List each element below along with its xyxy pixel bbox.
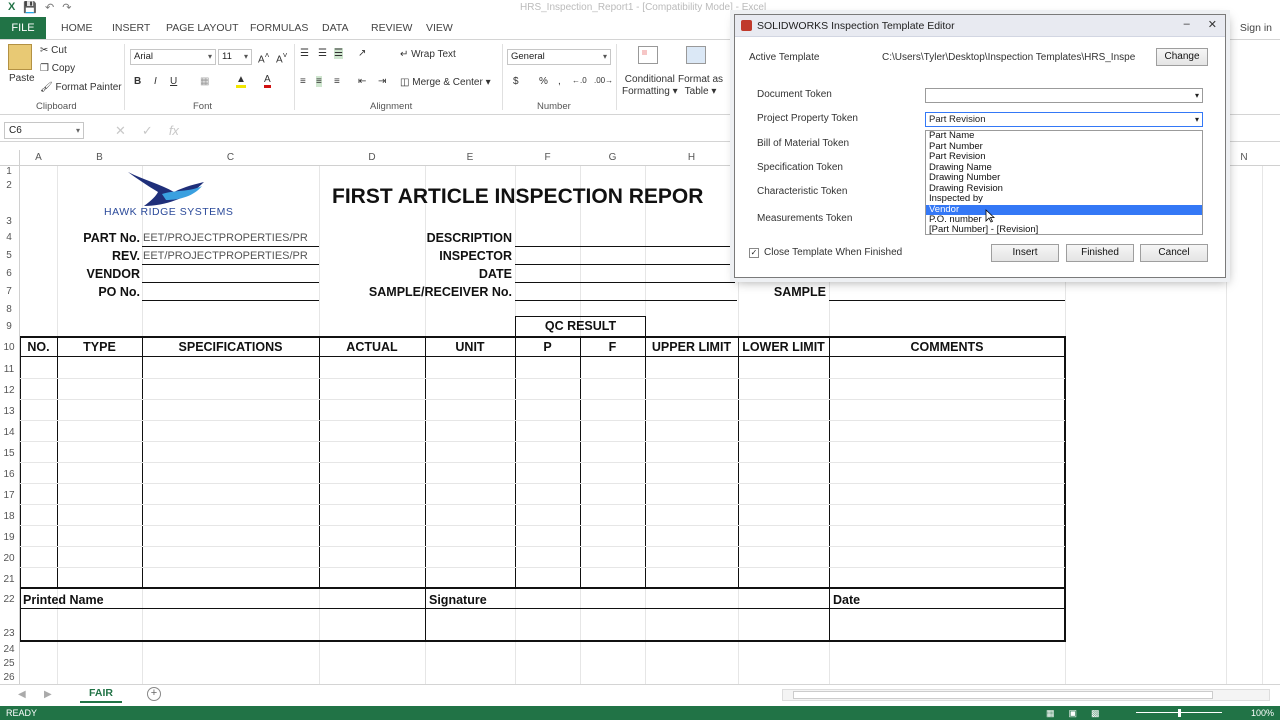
dialog-title-bar	[735, 15, 1225, 37]
horizontal-scrollbar[interactable]	[782, 689, 1270, 701]
group-divider	[502, 44, 503, 110]
decrease-decimal-icon[interactable]: .00→	[594, 76, 614, 85]
gridline	[1226, 166, 1227, 684]
document-title: HRS_Inspection_Report1 - [Compatibility Mode] - Excel	[520, 2, 767, 13]
dropdown-option[interactable]: Drawing Number	[929, 172, 1001, 183]
dropdown-option[interactable]: [Part Number] - [Revision]	[929, 224, 1039, 235]
window-buttons	[1184, 18, 1217, 31]
tab-view[interactable]: VIEW	[426, 22, 453, 34]
active-template-label: Active Template	[749, 52, 820, 63]
align-top-icon[interactable]: ☰	[300, 48, 309, 59]
dropdown-option[interactable]: Inspected by	[929, 193, 983, 204]
header-comments: COMMENTS	[910, 340, 984, 354]
document-token-select[interactable]	[925, 88, 1203, 103]
page-break-icon[interactable]: ▩	[1091, 708, 1100, 718]
column-header[interactable]: N	[1240, 152, 1248, 163]
header-type: TYPE	[83, 340, 116, 354]
row-header[interactable]: 21	[3, 574, 15, 585]
gridline	[20, 462, 1065, 463]
table-border	[20, 608, 1065, 609]
logo-text: HAWK RIDGE SYSTEMS	[104, 206, 234, 218]
scissors-icon: ✂	[40, 45, 49, 56]
row-header[interactable]: 26	[3, 672, 15, 683]
cancel-button[interactable]: Cancel	[1140, 244, 1208, 262]
format-as-table-label-1: Format as	[678, 74, 724, 85]
finished-button[interactable]: Finished	[1066, 244, 1134, 262]
status-bar	[0, 706, 1280, 720]
align-right-icon[interactable]: ≡	[334, 76, 340, 87]
percent-button[interactable]: %	[539, 76, 548, 87]
currency-button[interactable]: $	[513, 76, 519, 87]
insert-button[interactable]: Insert	[991, 244, 1059, 262]
underline-rule	[515, 264, 735, 265]
cut-label: Cut	[51, 45, 67, 56]
tab-home[interactable]: HOME	[61, 22, 93, 34]
header-lower-limit: LOWER LIMIT	[742, 340, 825, 354]
row-header[interactable]: 16	[3, 469, 15, 480]
conditional-formatting-icon[interactable]	[638, 46, 658, 64]
project-property-dropdown-list[interactable]	[925, 130, 1203, 235]
gridline	[20, 399, 1065, 400]
cut-button[interactable]	[40, 45, 67, 56]
group-divider	[124, 44, 125, 110]
wrap-text-icon: ↵	[400, 49, 409, 60]
dropdown-option[interactable]: Drawing Revision	[929, 182, 1003, 194]
row-header[interactable]: 10	[3, 342, 15, 353]
specification-token-label: Specification Token	[757, 162, 843, 173]
brush-icon: 🖌	[40, 82, 53, 93]
orientation-icon[interactable]: ↗	[358, 48, 367, 59]
row-header[interactable]: 5	[6, 250, 12, 261]
rev-label: REV.	[111, 249, 140, 263]
gridline	[20, 567, 1065, 568]
redo-icon[interactable]: ↷	[62, 2, 72, 14]
increase-indent-icon[interactable]: ⇥	[378, 76, 387, 87]
change-button[interactable]: Change	[1156, 48, 1208, 66]
copy-icon: ❐	[40, 63, 49, 74]
undo-icon[interactable]: ↶	[45, 2, 55, 14]
sign-in-link[interactable]: Sign in	[1239, 22, 1272, 34]
excel-icon[interactable]: X	[8, 1, 16, 13]
normal-view-icon[interactable]: ▦	[1046, 708, 1055, 718]
tab-file[interactable]: FILE	[0, 17, 46, 39]
increase-font-icon[interactable]: A˄	[258, 50, 270, 66]
align-left-icon[interactable]: ≡	[300, 76, 306, 87]
tab-formulas[interactable]: FORMULAS	[250, 22, 309, 34]
comma-button[interactable]: ,	[558, 76, 561, 87]
table-border	[20, 336, 21, 642]
row-header[interactable]: 13	[3, 406, 15, 417]
row-header[interactable]: 20	[3, 553, 15, 564]
header-no: NO.	[27, 340, 50, 354]
underline-rule	[515, 300, 737, 301]
project-property-token-select[interactable]: Part Revision ▾	[925, 112, 1203, 127]
dropdown-option[interactable]: P.O. number	[929, 214, 982, 225]
gridline	[20, 378, 1065, 379]
underline-rule	[142, 300, 319, 301]
sheet-tab-fair[interactable]: FAIR	[80, 685, 122, 703]
copy-button[interactable]	[40, 63, 75, 74]
part-no-label: PART No.	[83, 231, 140, 245]
row-header[interactable]: 9	[6, 321, 12, 332]
underline-rule	[515, 246, 735, 247]
sheet-prev-icon[interactable]: ◀	[18, 689, 26, 700]
column-header[interactable]: A	[35, 152, 42, 163]
row-header[interactable]: 24	[3, 644, 15, 655]
qc-border	[515, 316, 646, 317]
font-size-select[interactable]: 11 ▾	[218, 49, 252, 65]
save-icon[interactable]: 💾	[23, 2, 38, 14]
table-border	[20, 587, 1065, 589]
sheet-next-icon[interactable]: ▶	[44, 689, 52, 700]
gridline	[20, 420, 1065, 421]
date-sign-label: Date	[833, 593, 861, 607]
paste-button[interactable]: Paste	[9, 73, 35, 84]
header-fail: F	[608, 340, 617, 354]
row-header[interactable]: 11	[3, 364, 15, 375]
row-header[interactable]: 8	[6, 304, 12, 315]
align-center-icon[interactable]: ≡	[316, 76, 322, 87]
table-border	[20, 356, 1065, 357]
quick-access-toolbar	[8, 1, 71, 14]
characteristic-token-label: Characteristic Token	[757, 186, 848, 197]
row-header[interactable]: 7	[6, 286, 12, 297]
row-header[interactable]: 6	[6, 268, 12, 279]
gridline	[20, 504, 1065, 505]
underline-rule	[142, 246, 319, 247]
column-header[interactable]: D	[368, 152, 376, 163]
zoom-level[interactable]: 100%	[1250, 708, 1274, 718]
gridline	[20, 525, 1065, 526]
table-border	[425, 336, 426, 642]
printed-name-label: Printed Name	[23, 593, 104, 607]
close-icon[interactable]: ✕	[1207, 19, 1217, 31]
underline-button[interactable]: U	[170, 76, 178, 87]
signature-label: Signature	[429, 593, 487, 607]
group-divider	[294, 44, 295, 110]
dropdown-option[interactable]: Part Name	[929, 130, 975, 141]
format-painter-label: Format Painter	[55, 82, 122, 93]
decrease-font-icon[interactable]: A˅	[276, 50, 288, 66]
number-format-select[interactable]: General ▾	[507, 49, 611, 65]
description-label: DESCRIPTION	[426, 231, 512, 245]
table-border	[1064, 336, 1066, 642]
format-painter-button[interactable]	[40, 82, 122, 93]
clipboard-group-label: Clipboard	[36, 101, 77, 112]
row-header[interactable]: 4	[6, 232, 12, 243]
active-template-path: C:\Users\Tyler\Desktop\Inspection Templates\HRS_Inspe	[882, 52, 1136, 63]
formula-buttons	[115, 123, 179, 139]
paste-icon[interactable]	[8, 44, 32, 70]
status-ready: READY	[6, 708, 38, 718]
solidworks-icon	[741, 20, 752, 31]
merge-center-button[interactable]: ◫ Merge & Center ▾	[400, 77, 491, 88]
align-bottom-icon[interactable]: ☰	[334, 48, 343, 59]
enter-icon[interactable]: ✓	[141, 123, 153, 138]
tab-page-layout[interactable]: PAGE LAYOUT	[166, 22, 239, 34]
format-as-table-button[interactable]	[678, 74, 723, 98]
font-color-icon[interactable]: A	[264, 74, 271, 85]
conditional-formatting-label-2: Formatting ▾	[622, 86, 678, 97]
gridline	[1262, 166, 1263, 684]
dropdown-option[interactable]: Drawing Name	[929, 161, 992, 173]
fill-color-icon[interactable]: ▲	[236, 74, 246, 85]
column-header[interactable]: H	[687, 152, 696, 163]
page-layout-icon[interactable]: ▣	[1068, 708, 1078, 718]
dialog-title: SOLIDWORKS Inspection Template Editor	[757, 20, 955, 32]
row-header[interactable]: 3	[6, 216, 12, 227]
dropdown-option[interactable]: Part Revision	[929, 151, 986, 162]
table-border	[20, 640, 1065, 642]
copy-label: Copy	[51, 63, 76, 74]
vendor-label: VENDOR	[86, 267, 140, 281]
tab-data[interactable]: DATA	[322, 22, 349, 34]
row-header[interactable]: 19	[3, 532, 15, 543]
zoom-slider-thumb[interactable]	[1178, 709, 1181, 717]
tab-insert[interactable]: INSERT	[112, 22, 151, 34]
document-token-label: Document Token	[757, 89, 832, 100]
part-no-value[interactable]: EET/PROJECTPROPERTIES/PR	[143, 232, 308, 244]
merge-icon: ◫	[400, 77, 410, 88]
minimize-icon[interactable]: –	[1183, 18, 1190, 30]
measurements-token-label: Measurements Token	[757, 213, 853, 224]
row-header[interactable]: 22	[3, 594, 15, 605]
gridline	[20, 483, 1065, 484]
rev-value[interactable]: EET/PROJECTPROPERTIES/PR	[143, 250, 308, 262]
gridline	[20, 441, 1065, 442]
row-header[interactable]: 2	[6, 180, 12, 191]
row-header[interactable]: 18	[3, 511, 15, 522]
underline-rule	[829, 300, 1065, 301]
sheet-tab-bar	[0, 684, 1280, 706]
row-header[interactable]: 25	[3, 658, 15, 669]
view-buttons	[1046, 708, 1100, 719]
italic-button[interactable]: I	[154, 76, 157, 87]
format-as-table-icon[interactable]	[686, 46, 706, 64]
group-divider	[616, 44, 617, 110]
table-border	[829, 336, 830, 642]
row-header[interactable]: 17	[3, 490, 15, 501]
header-upper-limit: UPPER LIMIT	[651, 340, 732, 354]
qc-result-label: QC RESULT	[544, 319, 617, 333]
merge-center-label: Merge & Center	[412, 77, 483, 88]
row-header[interactable]: 14	[3, 427, 15, 438]
wrap-text-button[interactable]	[400, 49, 456, 60]
cancel-icon[interactable]: ✕	[115, 123, 126, 138]
bold-button[interactable]: B	[134, 76, 142, 87]
underline-rule	[142, 282, 319, 283]
font-group-label: Font	[193, 101, 213, 112]
column-header[interactable]: E	[466, 152, 474, 163]
close-template-label: Close Template When Finished	[764, 247, 903, 258]
row-header[interactable]: 15	[3, 448, 15, 459]
date-label: DATE	[478, 267, 512, 281]
project-property-token-label: Project Property Token	[757, 113, 858, 124]
format-as-table-label-2: Table ▾	[684, 86, 717, 97]
header-specifications: SPECIFICATIONS	[178, 340, 283, 354]
sample-receiver-label: SAMPLE/RECEIVER No.	[368, 285, 512, 299]
tab-review[interactable]: REVIEW	[371, 22, 413, 34]
wrap-text-label: Wrap Text	[411, 49, 456, 60]
row-header[interactable]: 23	[3, 628, 15, 639]
sample-label: SAMPLE	[773, 285, 826, 299]
borders-icon[interactable]: ▦	[200, 76, 210, 87]
font-name-select[interactable]: Arial ▾	[130, 49, 216, 65]
bom-token-label: Bill of Material Token	[757, 138, 850, 149]
table-border	[20, 336, 1065, 338]
alignment-group-label: Alignment	[370, 101, 413, 112]
underline-rule	[142, 264, 319, 265]
add-sheet-button[interactable]: +	[147, 687, 161, 701]
align-middle-icon[interactable]: ☰	[318, 48, 327, 59]
close-template-checkbox[interactable]: ✓	[750, 248, 758, 257]
number-group-label: Number	[537, 101, 571, 112]
mouse-cursor-icon	[985, 209, 995, 223]
conditional-formatting-label-1: Conditional	[624, 74, 675, 85]
underline-rule	[515, 282, 735, 283]
column-header[interactable]: F	[544, 152, 551, 163]
header-pass: P	[543, 340, 552, 354]
header-actual: ACTUAL	[346, 340, 398, 354]
dropdown-option-selected[interactable]: Vendor	[926, 205, 1202, 216]
column-header[interactable]: B	[96, 152, 103, 163]
name-box[interactable]: C6 ▾	[4, 122, 84, 139]
report-title: FIRST ARTICLE INSPECTION REPOR	[332, 185, 704, 208]
fx-icon[interactable]: fx	[168, 123, 179, 138]
dropdown-option[interactable]: Part Number	[929, 140, 983, 152]
inspection-template-editor-dialog	[734, 14, 1226, 278]
row-header[interactable]: 12	[3, 385, 15, 396]
column-header[interactable]: C	[226, 152, 235, 163]
gridline	[20, 546, 1065, 547]
row-header[interactable]: 1	[6, 166, 12, 177]
scroll-thumb[interactable]	[793, 691, 1213, 699]
header-unit: UNIT	[455, 340, 485, 354]
increase-decimal-icon[interactable]: ←.0	[572, 76, 587, 85]
decrease-indent-icon[interactable]: ⇤	[358, 76, 367, 87]
conditional-formatting-button[interactable]	[622, 74, 678, 98]
po-label: PO No.	[98, 285, 140, 299]
column-header[interactable]: G	[608, 152, 617, 163]
inspector-label: INSPECTOR	[439, 249, 512, 263]
